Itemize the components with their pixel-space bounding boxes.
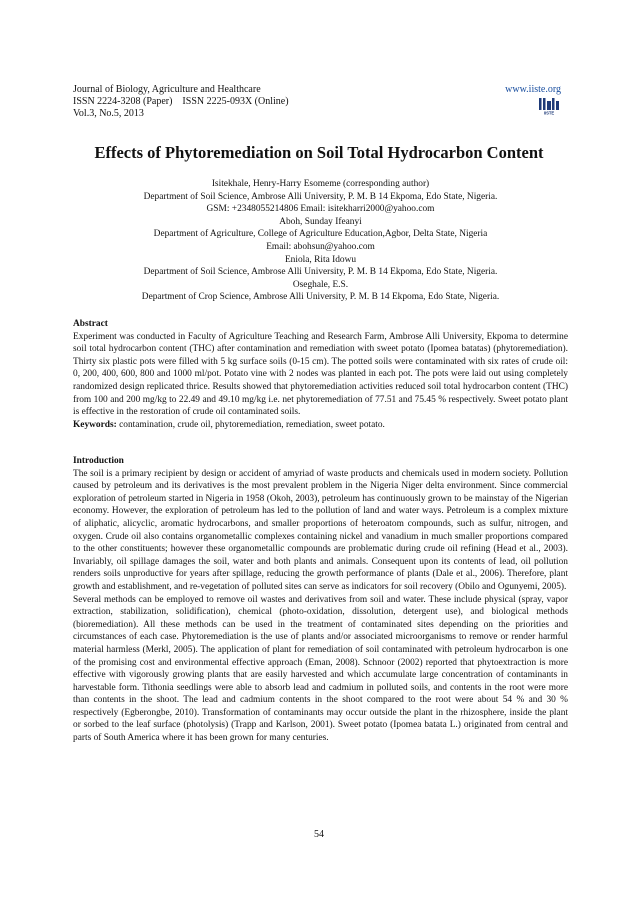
- abstract-heading: Abstract: [73, 319, 108, 329]
- journal-name: Journal of Biology, Agriculture and Healthcare: [73, 84, 261, 95]
- logo-text: IISTE: [543, 110, 555, 115]
- abstract-section: [73, 318, 568, 431]
- author-line: Eniola, Rita Idowu: [284, 254, 357, 265]
- journal-header: [73, 84, 568, 120]
- introduction-heading: Introduction: [73, 456, 124, 466]
- journal-url-link[interactable]: www.iiste.org: [505, 84, 561, 95]
- journal-issn: ISSN 2224-3208 (Paper) ISSN 2225-093X (Online): [73, 96, 289, 107]
- abstract-text: Experiment was conducted in Faculty of Agriculture Teaching and Research Farm, Ambrose Alli University, Ekpoma to determine soil total hydrocarbon content (THC) after contamination and remediation with sweet potato (Ipomea batatas) (phytoremediation). Thirty six plastic pots were filled with 5 kg surface soils (0-15 cm). The potted soils were contaminated with six rates of crude oil: 0, 200, 400, 600, 800 and 1000 ml/pot. Potato vine with 2 nodes was planted in each pot. The pots were laid out using completely randomized design replicated thrice. Results showed that phytoremediation activities reduced soil total hydrocarbon content (THC) from 100 and 200 mg/kg to 22.49 and 49.10 mg/kg i.e. net phytoremediation of 77.51 and 75.45 % respectively. Sweet potato plant is effective in the restoration of crude oil contaminated soils.: [73, 331, 568, 418]
- author-line: Oseghale, E.S.: [292, 279, 349, 290]
- introduction-paragraph: Several methods can be employed to remove oil wastes and derivatives from soil and water. These include physical (spray, vapor extraction, stabilization, solidification), chemical (photo-oxidation, dissolution, detergent use), and biological methods (bioremediation). All these methods can be used in the treatment of contaminated sites depending on the priorities and circumstances of each case. Phytoremediation is the use of plants and/or associated microorganisms to remove or render harmful material harmless (Merkl, 2005). The application of plant for remediation of soil contaminated with petroleum hydrocarbon is one of the promising cost and environmental effective approach (Eman, 2008). Schnoor (2002) reported that phytoextraction is more effective with vigorously growing plants that are easily harvested and which accumulate large concentration of contaminants in harvestable form. Tithonia seedlings were able to absorb lead and cadmium in polluted soils, and contents in the root were more than contents in the shoot. The lead and cadmium contents in the shoot compared to the root were about 54 % and 30 % respectively (Egberongbe, 2010). Transformation of contaminants may occur outside the plant in the rhizosphere, inside the plant or sorbed to the leaf surface (photolysis) (Trapp and Karlson, 2001). Sweet potato (Ipomea batata L.) originated from central and parts of South America where it has been grown for many centuries.: [73, 594, 568, 744]
- paper-title: Effects of Phytoremediation on Soil Total Hydrocarbon Content: [94, 143, 544, 162]
- introduction-paragraph: The soil is a primary recipient by design or accident of amyriad of waste products and chemicals used in modern society. Pollution caused by petroleum and its derivatives is the most prevalent problem in the Nigeria Niger delta environment. Since commercial exploration of petroleum started in Nigeria in 1958 (Okoh, 2003), petroleum has continuously grown to be mainstay of the Nigerian economy. However, the exploration of petroleum has led to the pollution of land and water ways. Petroleum is a complex mixture of aliphatic, alicyclic, aromatic hydrocarbons, and smaller proportions of heteroatom compounds, such as sulfur, nitrogen, and oxygen. Crude oil also contains organometallic complexes containing nickel and vanadium in much smaller proportions compared to the other constituents; however these organometallic compounds are problematic during crude oil refining (Head et al., 2003). Invariably, oil spillage damages the soil, water and both plants and animals. Consequent upon its contents of lead, oil pollution renders soils unproductive for years after spillage, reducing the growth performance of plants (Dale et al., 2006). Therefore, plant growth and establishment, and re-vegetation of polluted sites can serve as indicators for soil recovery (Obilo and Ogunyemi, 2005).: [73, 468, 568, 592]
- author-line: Isitekhale, Henry-Harry Esomeme (corresponding author): [211, 179, 430, 189]
- author-line: Department of Soil Science, Ambrose Alli University, P. M. B 14 Ekpoma, Edo State, Nigeria.: [143, 267, 498, 278]
- author-line: Department of Crop Science, Ambrose Alli University, P. M. B 14 Ekpoma, Edo State, Nigeria.: [141, 292, 500, 303]
- author-line: Department of Soil Science, Ambrose Alli University, P. M. B 14 Ekpoma, Edo State, Nigeria.: [143, 191, 498, 202]
- iiste-logo-icon: [538, 97, 560, 115]
- author-line: Department of Agriculture, College of Agriculture Education,Agbor, Delta State, Nigeria: [153, 229, 488, 240]
- journal-volume: Vol.3, No.5, 2013: [73, 108, 144, 119]
- page-number: 54: [314, 829, 324, 840]
- author-block: [73, 178, 568, 304]
- keywords-text: contamination, crude oil, phytoremediation, remediation, sweet potato.: [116, 419, 385, 430]
- keywords-line: [73, 419, 568, 432]
- author-line: GSM: +2348055214806 Email: isitekharri2000@yahoo.com: [206, 204, 435, 215]
- keywords-label: Keywords:: [73, 419, 117, 430]
- introduction-section: [73, 455, 568, 745]
- author-line: Aboh, Sunday Ifeanyi: [279, 216, 362, 227]
- author-line: Email: abohsun@yahoo.com: [266, 241, 375, 252]
